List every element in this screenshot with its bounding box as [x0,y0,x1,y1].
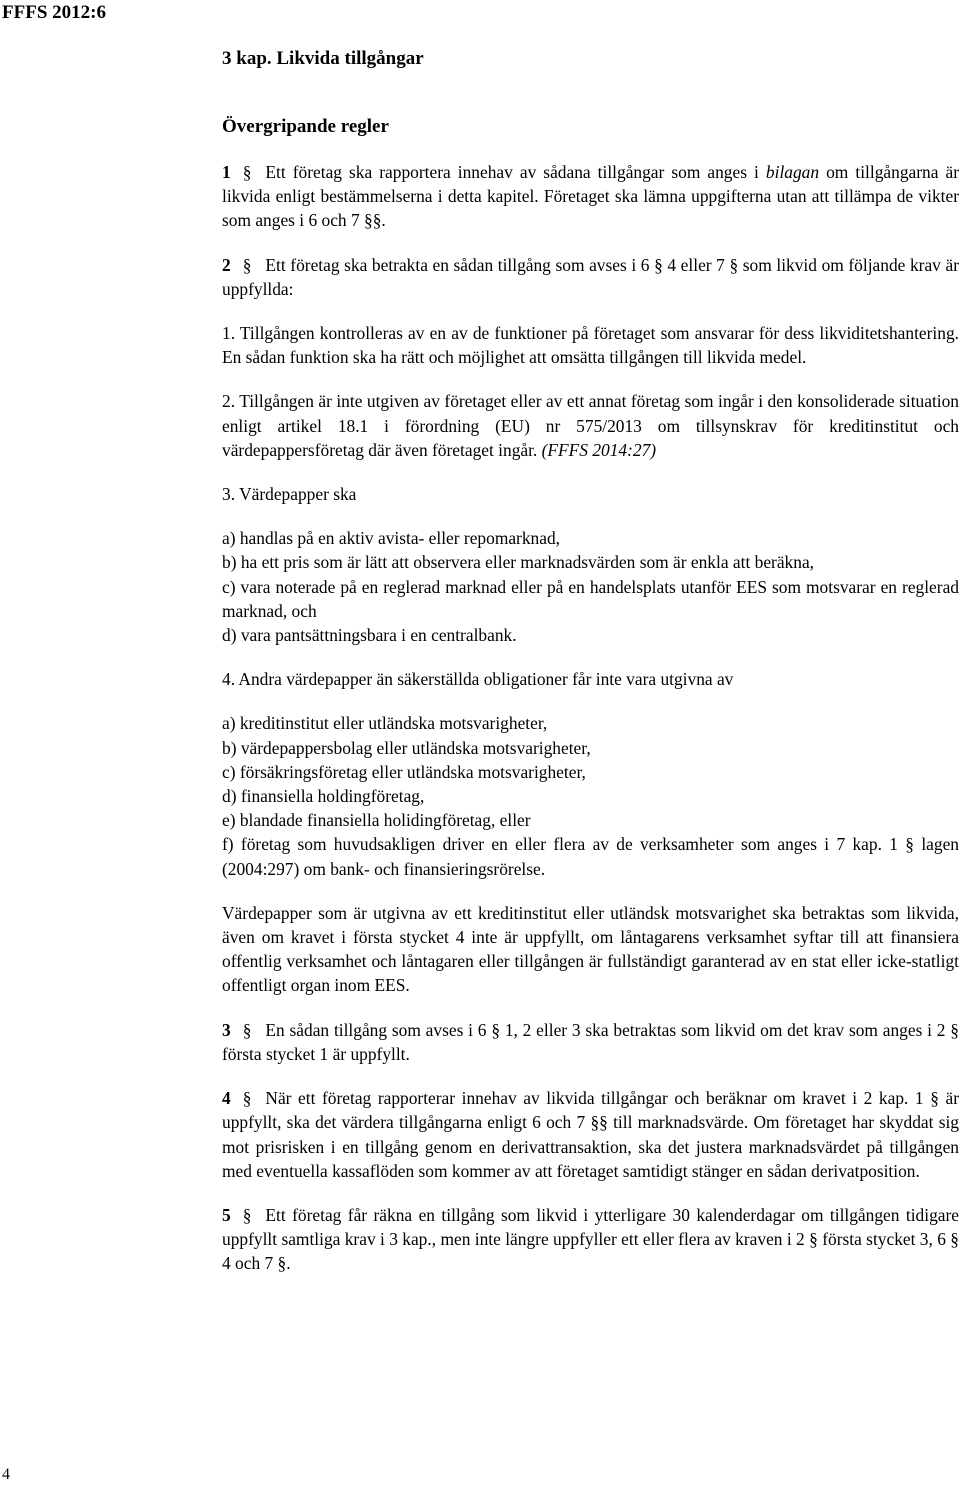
section-symbol: § [905,834,914,855]
list-item-2: 2. Tillgången är inte utgiven av företaget eller av ett annat företag som ingår i den konsoliderade situation enligt artikel 18.1 i förordning (EU) nr 575/2013 om tillsynskrav för kreditinstitut och värdepappersföretag där även företaget ingår. (FFFS 2014:27) [222,391,959,460]
section-symbol: § [242,254,252,275]
list-item-4: 4. Andra värdepapper än säkerställda obligationer får inte vara utgivna av [222,669,734,690]
paragraph-number: 5 [222,1204,231,1225]
sublist-item: a) handlas på en aktiv avista- eller repomarknad, [222,528,561,549]
sublist-item: d) vara pantsättningsbara i en centralbank. [222,625,517,646]
paragraph-number: 2 [222,254,231,275]
paragraph-number: 1 [222,162,231,182]
sublist-item: f) företag som huvudsakligen driver en eller flera av de verksamheter som anges i 7 kap. 1 § lagen (2004:297) om bank- och finansieringsrörelse. [222,834,959,879]
paragraph-number: 3 [222,1019,231,1040]
list-item-1: 1. Tillgången kontrolleras av en av de funktioner på företaget som ansvarar för dess likviditetshantering. En sådan funktion ska ha rätt och möjlighet att omsätta tillgången till likvida medel. [222,323,959,368]
sublist-item: d) finansiella holdingföretag, [222,786,425,807]
sublist-item: c) försäkringsföretag eller utländska motsvarigheter, [222,761,586,782]
sublist-4 [222,711,959,880]
document-body [222,46,959,1276]
section-symbol: § [242,162,252,182]
paragraph-3: 3 § En sådan tillgång som avses i 6 § 1, 2 eller 3 ska betraktas som likvid om det krav som anges i 2 § första stycket 1 är uppfyllt. [222,1019,959,1064]
section-symbol: § [242,1088,252,1109]
sublist-item: b) ha ett pris som är lätt att observera eller marknadsvärden som är enkla att beräkna, [222,552,815,573]
italic-term: bilagan [765,162,820,182]
paragraph-4: 4 § När ett företag rapporterar innehav av likvida tillgångar och beräknar om kravet i 2 kap. 1 § är uppfyllt, ska det värdera tillgångarna enligt 6 och 7 §§ till marknadsvärde. Om företaget har skyddat sig mot prisrisken i en tillgång genom en derivattransaktion, ska det justera marknadsvärdet på tillgången med eventuella kassaflöden som kommer av att företaget samtidigt stänger en sådan derivatposition. [222,1088,959,1181]
reference: (FFFS 2014:27) [541,439,657,460]
sublist-item: a) kreditinstitut eller utländska motsvarigheter, [222,713,548,734]
paragraph-5: 5 § Ett företag får räkna en tillgång som likvid i ytterligare 30 kalenderdagar om tillgången tidigare uppfyllt samtliga krav i 3 kap., men inte längre uppfyller ett eller flera av kraven i 2 § första stycket 3, 6 § 4 och 7 §. [222,1204,959,1274]
sublist-3 [222,526,959,647]
chapter-title: 3 kap. Likvida tillgångar [222,48,424,69]
section-symbol: § [242,1204,252,1225]
paragraph-2: 2 § Ett företag ska betrakta en sådan tillgång som avses i 6 § 4 eller 7 § som likvid om följande krav är uppfyllda: [222,254,959,299]
paragraph-number: 4 [222,1088,231,1109]
section-symbol: § [242,1019,252,1040]
sublist-item: b) värdepappersbolag eller utländska motsvarigheter, [222,737,591,758]
sublist-item: c) vara noterade på en reglerad marknad eller på en handelsplats utanför EES som motsvarar en reglerad marknad, och [222,576,959,621]
paragraph-1: 1 § Ett företag ska rapportera innehav av sådana tillgångar som anges i bilagan om tillgångarna är likvida enligt bestämmelserna i detta kapitel. Företaget ska lämna uppgifterna utan att tillämpa de vikter som anges i 6 och 7 §§. [222,162,959,231]
document-header: FFFS 2012:6 [2,2,106,23]
page-number: 4 [2,1466,10,1483]
section-heading: Övergripande regler [222,116,389,137]
paragraph-securities: Värdepapper som är utgivna av ett kreditinstitut eller utländsk motsvarighet ska betraktas som likvida, även om kravet i första stycket 4 inte är uppfyllt, om låntagarens verksamhet syftar till att finansiera offentlig verksamhet och låntagaren eller tillgången är fullständigt garanterad av en stat eller icke-statligt offentligt organ inom EES. [222,902,959,996]
sublist-item: e) blandade finansiella holidingföretag, eller [222,810,531,831]
list-item-3: 3. Värdepapper ska [222,484,357,505]
